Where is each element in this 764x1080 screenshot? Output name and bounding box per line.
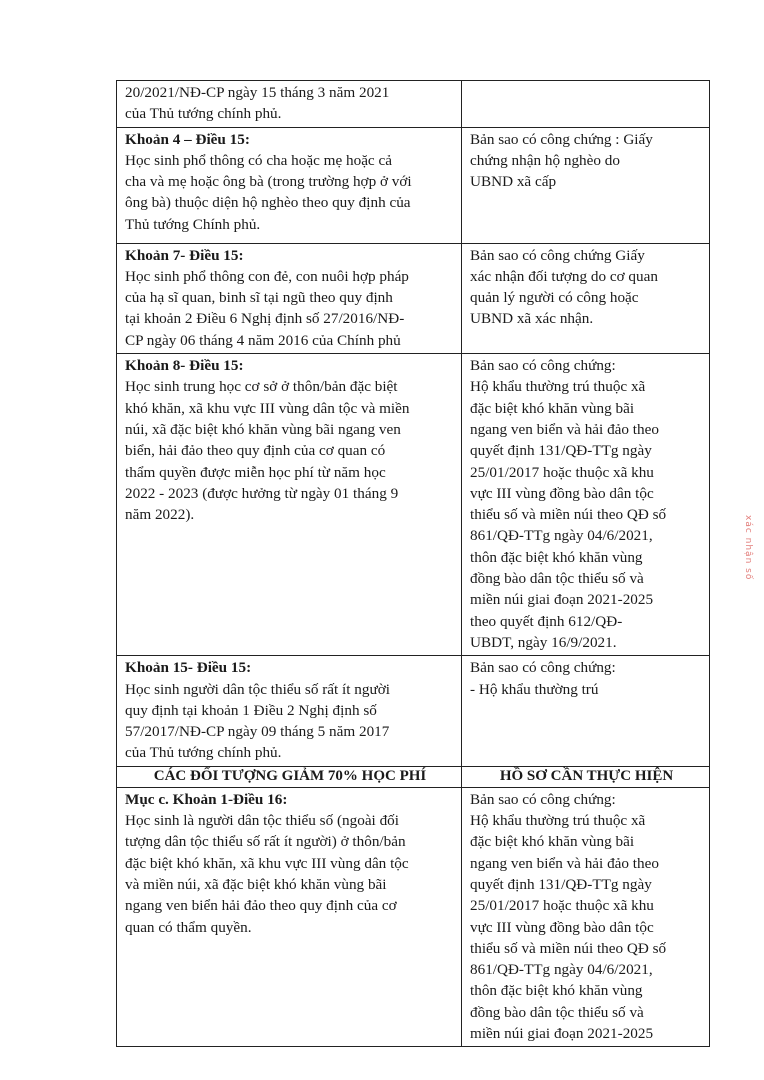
cell-line: ngang ven biển và hải đảo theo	[470, 420, 659, 438]
cell-line: đồng bào dân tộc thiểu số và	[470, 1003, 644, 1021]
right-cell	[462, 243, 710, 353]
table-row	[117, 354, 710, 656]
cell-line: 57/2017/NĐ-CP ngày 09 tháng 5 năm 2017	[125, 723, 390, 741]
cell-line: Bản sao có công chứng:	[470, 659, 616, 677]
cell-line: tượng dân tộc thiểu số rất ít người) ở thôn/bản	[125, 833, 406, 851]
table-row	[117, 127, 710, 243]
cell-line: UBDT, ngày 16/9/2021.	[470, 633, 617, 651]
left-cell	[117, 127, 462, 243]
cell-line: đặc biệt khó khăn vùng bãi	[470, 399, 635, 417]
cell-line: đồng bào dân tộc thiểu số và	[470, 570, 644, 588]
cell-line: đặc biệt khó khăn, xã khu vực III vùng dân tộc	[125, 854, 409, 872]
right-cell	[462, 787, 710, 1047]
row-heading: Khoản 7- Điều 15:	[125, 246, 244, 264]
row-heading: Khoản 8- Điều 15:	[125, 357, 244, 375]
cell-line: ngang ven biển hải đảo theo quy định của cơ	[125, 897, 397, 915]
cell-line: quan có thẩm quyền.	[125, 918, 252, 936]
cell-line: thôn đặc biệt khó khăn vùng	[470, 548, 643, 566]
cell-line: ông bà) thuộc diện hộ nghèo theo quy định của	[125, 194, 411, 212]
table-row	[117, 81, 710, 128]
section-header-right: HỒ SƠ CẦN THỰC HIỆN	[462, 766, 710, 787]
table-row	[117, 787, 710, 1047]
cell-line: theo quyết định 612/QĐ-	[470, 612, 623, 630]
cell-line: quyết định 131/QĐ-TTg ngày	[470, 875, 652, 893]
section-header-row	[117, 766, 710, 787]
right-cell	[462, 354, 710, 656]
margin-stamp: xác nhận số	[743, 515, 753, 581]
section-header-left: CÁC ĐỐI TƯỢNG GIẢM 70% HỌC PHÍ	[117, 766, 462, 787]
table-row	[117, 656, 710, 766]
cell-line: Bản sao có công chứng:	[470, 790, 616, 808]
cell-line: CP ngày 06 tháng 4 năm 2016 của Chính phủ	[125, 331, 401, 349]
cell-line: UBND xã xác nhận.	[470, 310, 594, 328]
cell-line: thẩm quyền được miễn học phí từ năm học	[125, 463, 386, 481]
cell-line: Bản sao có công chứng:	[470, 357, 616, 375]
left-cell	[117, 354, 462, 656]
cell-line: 20/2021/NĐ-CP ngày 15 tháng 3 năm 2021	[125, 84, 390, 101]
cell-line: năm 2022).	[125, 506, 195, 524]
cell-line: UBND xã cấp	[470, 173, 557, 191]
cell-line: quy định tại khoản 1 Điều 2 Nghị định số	[125, 701, 377, 719]
row-heading: Khoản 15- Điều 15:	[125, 659, 252, 677]
cell-line: miền núi giai đoạn 2021-2025	[470, 1024, 654, 1042]
right-cell	[462, 656, 710, 766]
cell-line: khó khăn, xã khu vực III vùng dân tộc và miền	[125, 399, 410, 417]
cell-line: 861/QĐ-TTg ngày 04/6/2021,	[470, 961, 653, 979]
cell-line: xác nhận đối tượng do cơ quan	[470, 267, 658, 285]
cell-line: Hộ khẩu thường trú thuộc xã	[470, 812, 646, 830]
table-row	[117, 243, 710, 353]
cell-line: Học sinh người dân tộc thiểu số rất ít người	[125, 680, 390, 698]
row-heading: Mục c. Khoản 1-Điều 16:	[125, 790, 288, 808]
cell-line: 25/01/2017 hoặc thuộc xã khu	[470, 897, 654, 915]
cell-line: chứng nhận hộ nghèo do	[470, 151, 620, 169]
cell-line: vực III vùng đồng bào dân tộc	[470, 484, 654, 502]
cell-line: quản lý người có công hoặc	[470, 289, 639, 307]
cell-line: quyết định 131/QĐ-TTg ngày	[470, 442, 652, 460]
cell-line: Bản sao có công chứng Giấy	[470, 246, 645, 264]
cell-line: đặc biệt khó khăn vùng bãi	[470, 833, 635, 851]
cell-line: vực III vùng đồng bào dân tộc	[470, 918, 654, 936]
row-heading: Khoản 4 – Điều 15:	[125, 130, 250, 148]
cell-line: miền núi giai đoạn 2021-2025	[470, 591, 654, 609]
cell-line: và miền núi, xã đặc biệt khó khăn vùng bãi	[125, 875, 387, 893]
cell-line: Học sinh phổ thông con đẻ, con nuôi hợp pháp	[125, 267, 409, 285]
cell-line: 861/QĐ-TTg ngày 04/6/2021,	[470, 527, 653, 545]
right-cell	[462, 127, 710, 243]
left-cell	[117, 656, 462, 766]
cell-line: 25/01/2017 hoặc thuộc xã khu	[470, 463, 654, 481]
cell-line: núi, xã đặc biệt khó khăn vùng bãi ngang ven	[125, 420, 401, 438]
left-cell	[117, 787, 462, 1047]
cell-line: của Thủ tướng chính phủ.	[125, 744, 282, 762]
cell-line: cha và mẹ hoặc ông bà (trong trường hợp ở với	[125, 173, 412, 191]
cell-line: thiểu số và miền núi theo QĐ số	[470, 506, 667, 524]
cell-line: thiểu số và miền núi theo QĐ số	[470, 939, 667, 957]
cell-line: - Hộ khẩu thường trú	[470, 680, 599, 698]
cell-line: Học sinh trung học cơ sở ở thôn/bản đặc biệt	[125, 378, 398, 396]
cell-line: thôn đặc biệt khó khăn vùng	[470, 982, 643, 1000]
cell-line: 2022 - 2023 (được hưởng từ ngày 01 tháng 9	[125, 484, 399, 502]
cell-line: Học sinh phổ thông có cha hoặc mẹ hoặc cả	[125, 151, 392, 169]
cell-line: của Thủ tướng chính phủ.	[125, 105, 282, 123]
left-cell	[117, 243, 462, 353]
cell-line: ngang ven biển và hải đảo theo	[470, 854, 659, 872]
left-cell	[117, 81, 462, 128]
cell-line: Bản sao có công chứng : Giấy	[470, 130, 653, 148]
regulation-table	[116, 80, 710, 1047]
cell-line: Thủ tướng Chính phủ.	[125, 215, 261, 233]
cell-line: tại khoản 2 Điều 6 Nghị định số 27/2016/NĐ-	[125, 310, 405, 328]
right-cell	[462, 81, 710, 128]
cell-line: của hạ sĩ quan, binh sĩ tại ngũ theo quy định	[125, 289, 393, 307]
cell-line: Học sinh là người dân tộc thiểu số (ngoài đối	[125, 812, 399, 830]
cell-line: biển, hải đảo theo quy định của cơ quan có	[125, 442, 386, 460]
cell-line: Hộ khẩu thường trú thuộc xã	[470, 378, 646, 396]
